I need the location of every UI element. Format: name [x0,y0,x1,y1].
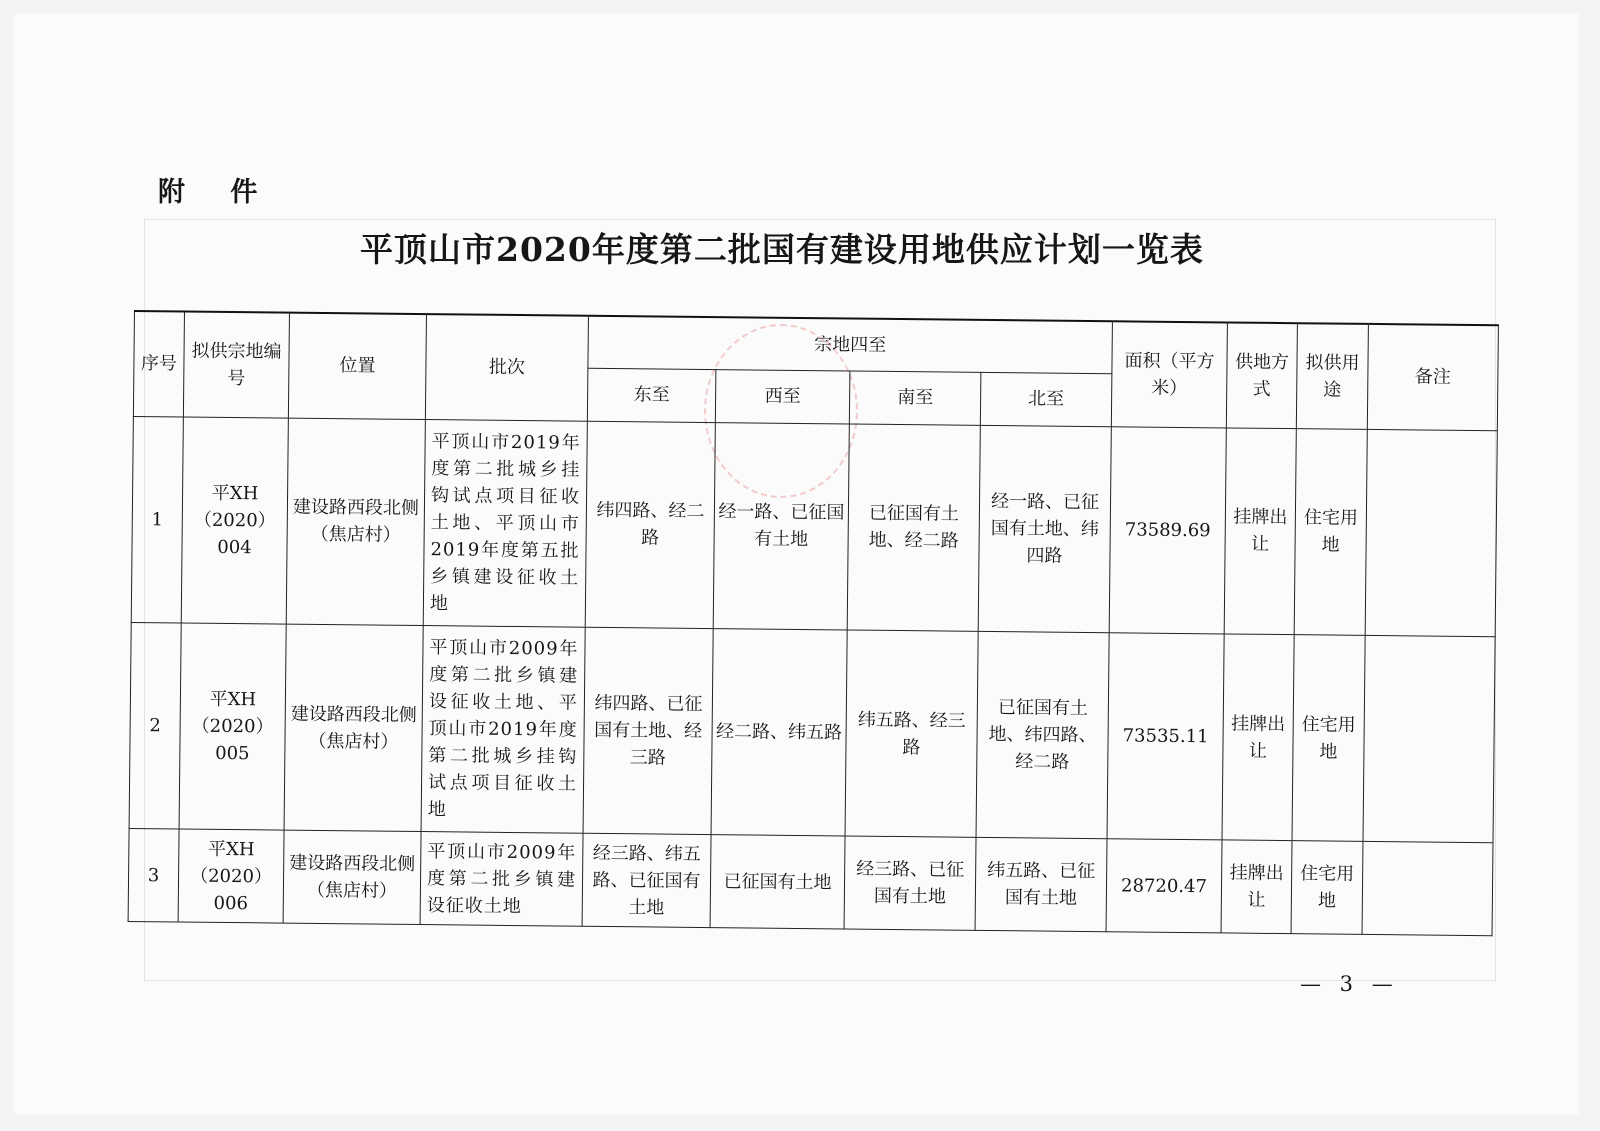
cell-parcel-no: 平XH（2020）004 [181,417,288,624]
page-number: — 3 — [1300,972,1399,996]
cell-west: 经二路、纬五路 [711,629,847,837]
cell-supply-method: 挂牌出让 [1222,634,1294,841]
header-batch: 批次 [425,314,588,421]
document-title: 平顶山市2020年度第二批国有建设用地供应计划一览表 [360,230,1204,269]
cell-use: 住宅用地 [1294,428,1367,635]
table-row [131,416,1497,637]
header-boundary-group: 宗地四至 [588,316,1113,374]
cell-south: 经三路、已征国有土地 [844,836,976,930]
cell-remarks [1362,842,1493,936]
cell-location: 建设路西段北侧（焦店村） [284,624,423,832]
cell-east: 纬四路、经二路 [585,421,715,629]
cell-seq: 1 [131,416,183,623]
cell-supply-method: 挂牌出让 [1224,428,1296,635]
cell-area: 73589.69 [1109,426,1226,633]
attachment-label: 附 件 [158,177,276,208]
cell-use: 住宅用地 [1291,841,1363,934]
header-area: 面积（平方米） [1111,321,1227,427]
cell-batch: 平顶山市2009年度第二批乡镇建设征收土地 [420,832,583,926]
cell-east: 经三路、纬五路、已征国有土地 [582,834,711,928]
header-supply-method: 供地方式 [1226,322,1297,428]
cell-batch: 平顶山市2019年度第二批城乡挂钩试点项目征收土地、平顶山市2019年度第五批乡镇建设征收土地 [423,419,587,627]
header-remarks: 备注 [1367,324,1498,431]
header-east: 东至 [587,368,716,422]
cell-area: 28720.47 [1106,839,1222,933]
cell-seq: 3 [128,829,179,922]
cell-area: 73535.11 [1107,633,1224,840]
table-row [129,623,1495,844]
cell-location: 建设路西段北侧（焦店村） [286,418,425,626]
cell-parcel-no: 平XH（2020）005 [179,623,286,830]
header-seq: 序号 [133,311,184,417]
cell-south: 纬五路、经三路 [845,630,978,838]
header-location: 位置 [288,313,426,420]
cell-supply-method: 挂牌出让 [1221,840,1292,933]
cell-south: 已征国有土地、经二路 [847,424,980,632]
cell-west: 已征国有土地 [710,835,845,929]
header-use: 拟供用途 [1296,323,1368,429]
header-south: 南至 [849,371,981,425]
cell-seq: 2 [129,623,181,830]
cell-remarks [1363,635,1495,843]
header-parcel-no: 拟供宗地编号 [183,312,289,418]
cell-use: 住宅用地 [1292,635,1365,842]
cell-north: 纬五路、已征国有土地 [975,838,1107,932]
cell-batch: 平顶山市2009年度第二批乡镇建设征收土地、平顶山市2019年度第二批城乡挂钩试点项目征收土地 [421,626,585,834]
header-west: 西至 [715,370,850,424]
table-row [128,829,1493,936]
cell-west: 经一路、已征国有土地 [713,422,849,630]
cell-parcel-no: 平XH（2020）006 [178,829,284,923]
cell-north: 已征国有土地、纬四路、经二路 [976,631,1109,839]
cell-north: 经一路、已征国有土地、纬四路 [978,425,1111,633]
land-supply-table [128,310,1499,936]
cell-east: 纬四路、已征国有土地、经三路 [583,627,713,835]
cell-location: 建设路西段北侧（焦店村） [283,830,421,924]
cell-remarks [1365,429,1497,637]
header-north: 北至 [980,372,1112,426]
